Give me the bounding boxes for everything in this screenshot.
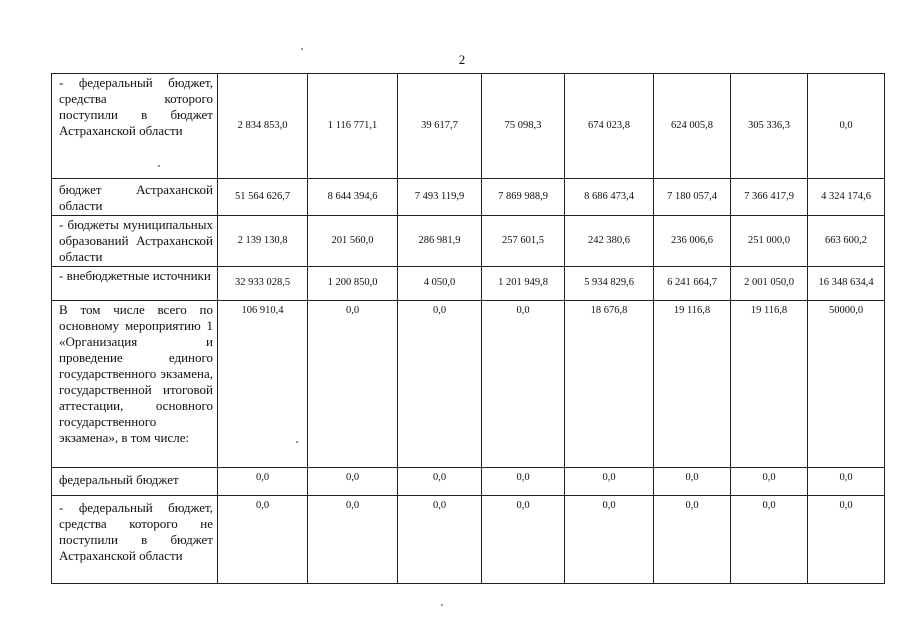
table-cell: 75 098,3 [482,74,565,179]
table-cell: 7 869 988,9 [482,179,565,216]
table-cell: 1 200 850,0 [308,267,398,301]
row-label: - внебюджетные источники [52,267,218,301]
table-cell: 305 336,3 [731,74,808,179]
table-cell: 0,0 [398,496,482,584]
table-cell: 8 644 394,6 [308,179,398,216]
table-cell: 2 139 130,8 [218,216,308,267]
table-cell: 0,0 [654,468,731,496]
table-cell: 0,0 [398,468,482,496]
table-cell: 7 493 119,9 [398,179,482,216]
table-row [52,216,885,267]
table-cell: 236 006,6 [654,216,731,267]
table-cell: 4 050,0 [398,267,482,301]
table-cell: 0,0 [218,468,308,496]
table-row [52,468,885,496]
table-cell: 0,0 [218,496,308,584]
table-cell: 1 116 771,1 [308,74,398,179]
table-cell: 18 676,8 [565,301,654,468]
table-cell: 251 000,0 [731,216,808,267]
table-cell: 0,0 [808,468,885,496]
table-cell: 0,0 [565,496,654,584]
table-cell: 1 201 949,8 [482,267,565,301]
table-cell: 0,0 [808,74,885,179]
table-cell: 663 600,2 [808,216,885,267]
table-cell: 674 023,8 [565,74,654,179]
scan-speck [158,165,160,167]
table-cell: 286 981,9 [398,216,482,267]
table-cell: 7 180 057,4 [654,179,731,216]
table-cell: 32 933 028,5 [218,267,308,301]
table-cell: 51 564 626,7 [218,179,308,216]
table-cell: 257 601,5 [482,216,565,267]
row-label: бюджет Астраханской области [52,179,218,216]
table-cell: 0,0 [308,468,398,496]
budget-table [51,73,885,584]
table-cell: 2 001 050,0 [731,267,808,301]
table-cell: 0,0 [308,496,398,584]
table-row [52,267,885,301]
row-label: В том числе всего по основному мероприятию 1 «Организация и проведение единого государственного экзамена, государственной итоговой аттестации, основного государственного экзамена», в том числе: [52,301,218,468]
row-label: - федеральный бюджет, средства которого поступили в бюджет Астраханской области [52,74,218,179]
table-cell: 242 380,6 [565,216,654,267]
row-label: - федеральный бюджет, средства которого не поступили в бюджет Астраханской области [52,496,218,584]
table-cell: 0,0 [482,468,565,496]
table-cell: 7 366 417,9 [731,179,808,216]
table-cell: 19 116,8 [731,301,808,468]
row-label: - бюджеты муниципальных образований Астраханской области [52,216,218,267]
table-cell: 4 324 174,6 [808,179,885,216]
scan-speck [296,441,298,443]
table-cell: 50000,0 [808,301,885,468]
table-cell: 624 005,8 [654,74,731,179]
table-cell: 0,0 [482,496,565,584]
table-cell: 0,0 [398,301,482,468]
table-cell: 6 241 664,7 [654,267,731,301]
table-cell: 0,0 [482,301,565,468]
table-cell: 5 934 829,6 [565,267,654,301]
table-cell: 2 834 853,0 [218,74,308,179]
table-cell: 16 348 634,4 [808,267,885,301]
table-cell: 106 910,4 [218,301,308,468]
table-cell: 39 617,7 [398,74,482,179]
page-number: 2 [458,52,466,67]
table-cell: 0,0 [731,496,808,584]
scan-speck [301,48,303,50]
table-cell: 0,0 [308,301,398,468]
table-cell: 0,0 [565,468,654,496]
table-cell: 201 560,0 [308,216,398,267]
table-row [52,179,885,216]
table-cell: 19 116,8 [654,301,731,468]
table-row [52,496,885,584]
scan-speck [441,604,443,606]
row-label: федеральный бюджет [52,468,218,496]
table-cell: 8 686 473,4 [565,179,654,216]
table-cell: 0,0 [654,496,731,584]
table-cell: 0,0 [731,468,808,496]
table-cell: 0,0 [808,496,885,584]
table-row [52,74,885,179]
table-row [52,301,885,468]
